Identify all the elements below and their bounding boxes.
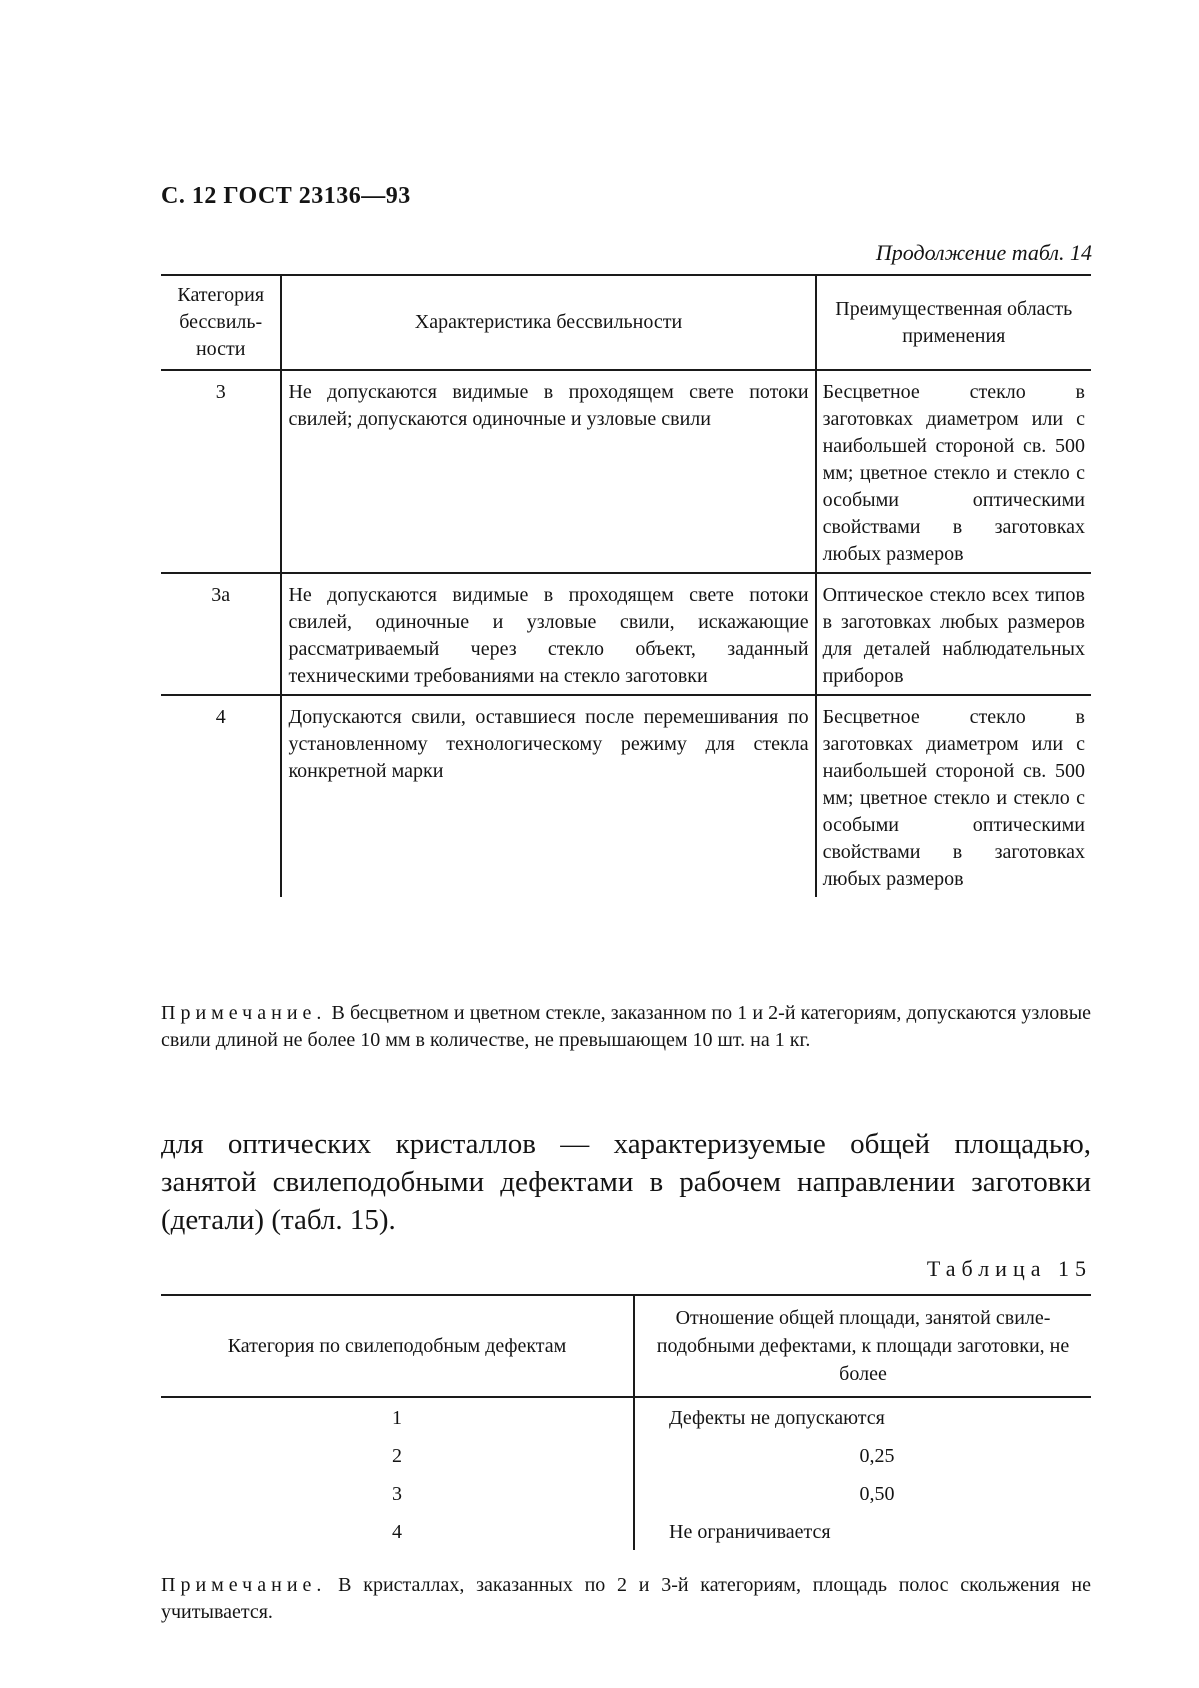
t14-cell-characteristic: Не допускаются видимые в проходящем свете потоки свилей; допускаются одиночные и узловые свили bbox=[281, 370, 815, 573]
t15-cell-category: 1 bbox=[392, 1406, 402, 1429]
t14-col-characteristic: Характеристика бессвильности bbox=[281, 275, 815, 370]
table-row bbox=[161, 1512, 1091, 1550]
t14-col-category: Категория бессвиль-ности bbox=[161, 275, 281, 370]
t14-cell-characteristic: Допускаются свили, оставшиеся после перемешивания по установленному технологическому режиму для стекла конкретной марки bbox=[281, 695, 815, 897]
t15-cell-value: 0,25 bbox=[634, 1436, 1091, 1474]
t15-cell-value: 0,50 bbox=[634, 1474, 1091, 1512]
table-row bbox=[161, 573, 1091, 695]
table-14 bbox=[161, 274, 1091, 897]
body-paragraph: для оптических кристаллов — характеризуемые общей площадью, занятой свилеподобными дефектами в рабочем направлении заготовки (детали) (табл. 15). bbox=[161, 1128, 1091, 1236]
t15-cell-value: Дефекты не допускаются bbox=[634, 1397, 1091, 1436]
table-15-label: Таблица 15 bbox=[926, 1256, 1092, 1281]
table-15-header-row bbox=[161, 1295, 1091, 1397]
t14-cell-category: 4 bbox=[215, 706, 226, 728]
table-row bbox=[161, 1474, 1091, 1512]
t14-cell-application: Бесцветное стекло в заготовках диаметром или с наибольшей стороной св. 500 мм; цветное стекло и стекло с особыми оптическими свойствами в заготовках любых размеров bbox=[816, 695, 1091, 897]
t14-cell-characteristic: Не допускаются видимые в проходящем свете потоки свилей, одиночные и узловые свили, искажающие рассматриваемый через стекло объект, заданный техническими требованиями на стекло заготовки bbox=[281, 573, 815, 695]
t15-cell-category: 2 bbox=[392, 1444, 402, 1467]
note-label: Примечание. bbox=[161, 1002, 327, 1024]
note-text: В кристаллах, заказанных по 2 и 3-й категориям, площадь полос скольжения не учитывается. bbox=[161, 1574, 1092, 1623]
t14-cell-application: Бесцветное стекло в заготовках диаметром или с наибольшей стороной св. 500 мм; цветное стекло и стекло с особыми оптическими свойствами в заготовках любых размеров bbox=[816, 370, 1091, 573]
table-row bbox=[161, 1397, 1091, 1436]
t14-cell-category: 3 bbox=[161, 370, 281, 573]
t15-cell-category: 4 bbox=[392, 1520, 402, 1543]
table-row bbox=[161, 1436, 1091, 1474]
t15-cell-value: Не ограничивается bbox=[634, 1512, 1091, 1550]
note-label: Примечание. bbox=[161, 1574, 327, 1596]
t14-cell-category: 3а bbox=[161, 573, 281, 695]
table-14-header-row bbox=[161, 275, 1091, 370]
table-row bbox=[161, 695, 1091, 897]
table-15-note bbox=[161, 1572, 1091, 1626]
table-15 bbox=[161, 1294, 1091, 1550]
t15-col-ratio: Отношение общей площади, занятой свиле-подобными дефектами, к площади заготовки, не более bbox=[634, 1295, 1091, 1397]
t15-col-category: Категория по свилеподобным дефектам bbox=[161, 1295, 634, 1397]
t14-cell-application: Оптическое стекло всех типов в заготовках любых размеров для деталей наблюдательных приборов bbox=[816, 573, 1091, 695]
table-row bbox=[161, 370, 1091, 573]
t14-col-application: Преимущественная область применения bbox=[816, 275, 1091, 370]
table-continuation-label: Продолжение табл. 14 bbox=[875, 240, 1092, 265]
page-header: С. 12 ГОСТ 23136—93 bbox=[161, 183, 411, 209]
t15-cell-category: 3 bbox=[392, 1482, 402, 1505]
note-text: В бесцветном и цветном стекле, заказанном по 1 и 2-й категориям, допускаются узловые свили длиной не более 10 мм в количестве, не превышающем 10 шт. на 1 кг. bbox=[161, 1002, 1092, 1051]
table-14-note bbox=[161, 1000, 1091, 1054]
